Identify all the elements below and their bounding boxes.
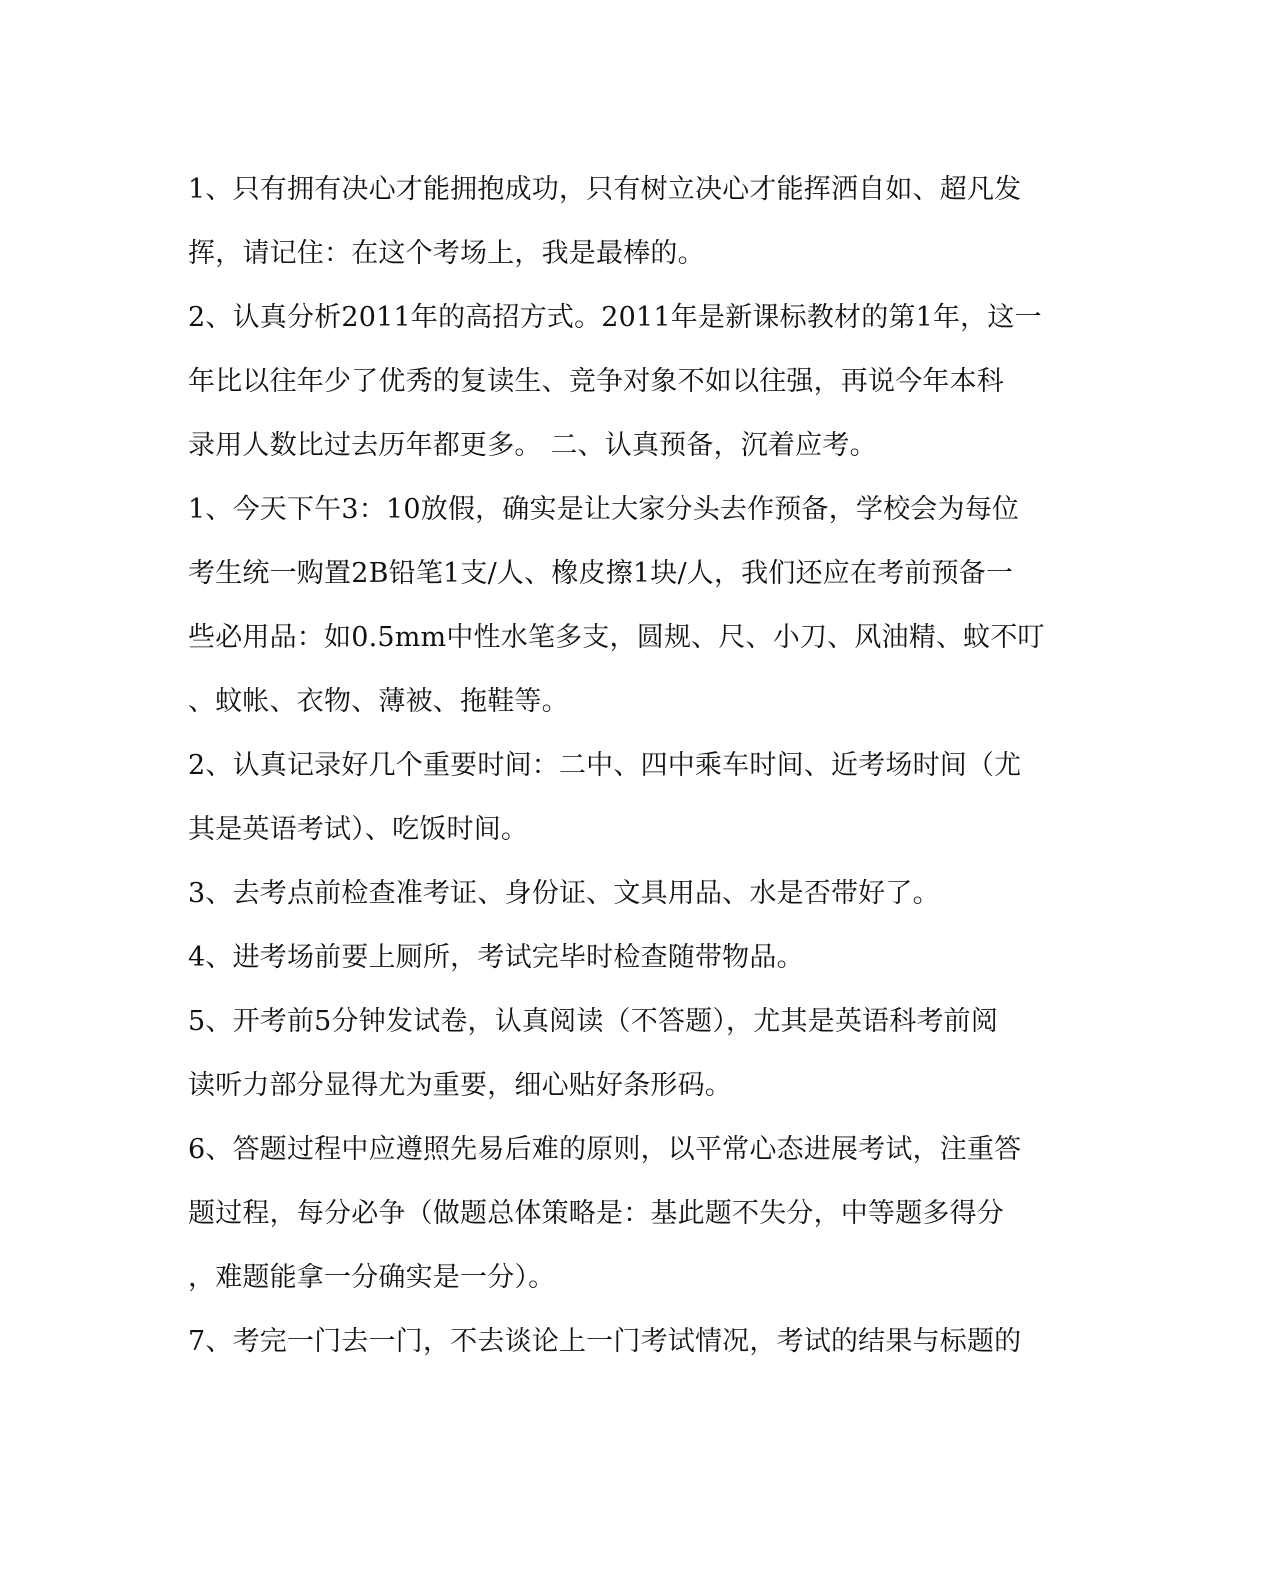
text-line: 3、去考点前检查准考证、身份证、文具用品、水是否带好了。 [188, 878, 940, 909]
text-line: 2、认真分析2011年的高招方式。2011年是新课标教材的第1年，这一 [188, 302, 1042, 333]
text-line: 1、今天下午3：10放假，确实是让大家分头去作预备，学校会为每位 [188, 494, 1020, 525]
text-line: 挥，请记住：在这个考场上，我是最棒的。 [188, 238, 705, 269]
text-line: 题过程，每分必争（做题总体策略是：基此题不失分，中等题多得分 [188, 1198, 1004, 1229]
text-line: 录用人数比过去历年都更多。 二、认真预备，沉着应考。 [188, 430, 877, 461]
text-line: 年比以往年少了优秀的复读生、竞争对象不如以往强，再说今年本科 [188, 366, 1004, 397]
text-line: 4、进考场前要上厕所，考试完毕时检查随带物品。 [188, 942, 804, 973]
text-line: 6、答题过程中应遵照先易后难的原则，以平常心态进展考试，注重答 [188, 1134, 1022, 1165]
text-line: 考生统一购置2B铅笔1支/人、橡皮擦1块/人，我们还应在考前预备一 [188, 558, 1014, 589]
text-line: 7、考完一门去一门，不去谈论上一门考试情况，考试的结果与标题的 [188, 1326, 1022, 1357]
text-line: 读听力部分显得尤为重要，细心贴好条形码。 [188, 1070, 732, 1101]
text-line: 、蚊帐、衣物、薄被、拖鞋等。 [188, 686, 569, 717]
text-line: 1、只有拥有决心才能拥抱成功，只有树立决心才能挥洒自如、超凡发 [188, 174, 1022, 205]
text-line: 5、开考前5分钟发试卷，认真阅读（不答题），尤其是英语科考前阅 [188, 1006, 999, 1037]
text-line: ，难题能拿一分确实是一分）。 [188, 1262, 556, 1293]
text-line: 些必用品：如0.5mm中性水笔多支，圆规、尺、小刀、风油精、蚊不叮 [188, 622, 1045, 653]
text-line: 其是英语考试）、吃饭时间。 [188, 814, 529, 845]
text-line: 2、认真记录好几个重要时间：二中、四中乘车时间、近考场时间（尤 [188, 750, 1022, 781]
